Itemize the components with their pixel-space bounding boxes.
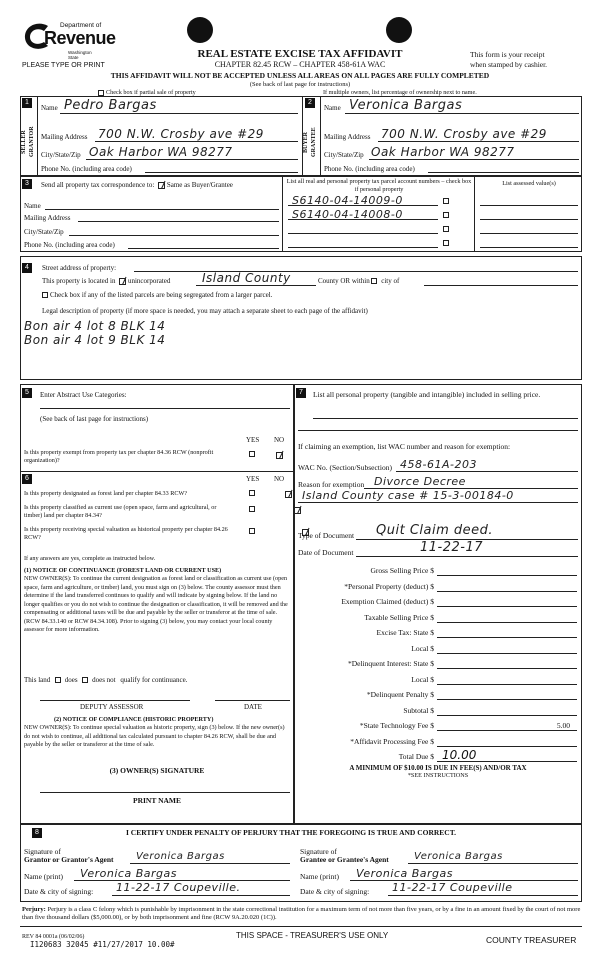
legal-line-2[interactable]: Bon air 4 lot 9 BLK 14 bbox=[24, 333, 166, 347]
buyer-city[interactable]: Oak Harbor WA 98277 bbox=[371, 145, 515, 159]
section-2-number: 2 bbox=[305, 98, 315, 108]
qualify-label: qualify for continuance. bbox=[120, 676, 188, 684]
segregated-label: Check box if any of the listed parcels are being segregated from a larger parcel. bbox=[50, 291, 273, 299]
does-not-checkbox[interactable] bbox=[82, 677, 88, 683]
type-or-print: PLEASE TYPE OR PRINT bbox=[22, 62, 105, 69]
unincorporated-label: unincorporated bbox=[127, 277, 171, 285]
reason-line-2[interactable]: Island County case # 15-3-00184-0 bbox=[302, 489, 514, 502]
forest-land-question: Is this property designated as forest land per chapter 84.33 RCW? bbox=[24, 490, 188, 497]
county-name[interactable]: Island County bbox=[202, 271, 291, 285]
section-4-number: 4 bbox=[22, 263, 32, 273]
deputy-assessor-label: DEPUTY ASSESSOR bbox=[80, 703, 144, 711]
reason-label: Reason for exemption bbox=[298, 480, 365, 489]
s6-yes-label: YES bbox=[246, 475, 260, 483]
same-as-buyer-label: Same as Buyer/Grantee bbox=[166, 181, 233, 189]
dept-small: Department of bbox=[60, 22, 102, 29]
tax-row-label: *Personal Property (deduct) $ bbox=[344, 581, 434, 591]
parcel-2-personal-checkbox[interactable] bbox=[443, 212, 449, 218]
buyer-mailing[interactable]: 700 N.W. Crosby ave #29 bbox=[381, 127, 547, 141]
grantee-date[interactable]: 11-22-17 Coupeville bbox=[392, 881, 513, 894]
segregated-checkbox[interactable] bbox=[42, 292, 48, 298]
grantor-date-label: Date & city of signing: bbox=[24, 887, 94, 896]
exemption-label: If claiming an exemption, list WAC number and reason for exemption: bbox=[298, 442, 511, 451]
parcel-1-personal-checkbox[interactable] bbox=[443, 198, 449, 204]
s3-city-label: City/State/Zip bbox=[24, 228, 64, 236]
s3-mailing-label: Mailing Address bbox=[24, 214, 71, 222]
notice-continuance-title: (1) NOTICE OF CONTINUANCE (FOREST LAND OR CURRENT USE) bbox=[24, 567, 222, 574]
section-4-box bbox=[20, 256, 582, 380]
county-treasurer: COUNTY TREASURER bbox=[486, 935, 577, 945]
abstract-use-label: Enter Abstract Use Categories: bbox=[40, 391, 127, 399]
grantee-sig-label-1: Signature of bbox=[300, 847, 337, 856]
tax-row-value[interactable]: 5.00 bbox=[556, 721, 570, 730]
seller-city[interactable]: Oak Harbor WA 98277 bbox=[89, 145, 233, 159]
grantee-signature[interactable]: Veronica Bargas bbox=[414, 851, 503, 862]
reason-line-1[interactable]: Divorce Decree bbox=[374, 475, 466, 488]
historic-question: Is this property receiving special valuation as historical property per chapter 84.26 RCW? bbox=[24, 526, 228, 541]
street-address-label: Street address of property: bbox=[42, 264, 117, 272]
form-chapter: CHAPTER 82.45 RCW – CHAPTER 458-61A WAC bbox=[214, 60, 386, 69]
certify-statement: I CERTIFY UNDER PENALTY OF PERJURY THAT THE FOREGOING IS TRUE AND CORRECT. bbox=[126, 828, 457, 837]
form-title: REAL ESTATE EXCISE TAX AFFIDAVIT bbox=[197, 48, 403, 60]
buyer-name[interactable]: Veronica Bargas bbox=[349, 98, 463, 113]
section-8-number: 8 bbox=[32, 828, 42, 838]
wac-value[interactable]: 458-61A-203 bbox=[400, 458, 477, 471]
s3-phone-label: Phone No. (including area code) bbox=[24, 241, 115, 249]
if-yes-note: If any answers are yes, complete as instructed below. bbox=[24, 555, 156, 562]
forest-yes-checkbox[interactable] bbox=[249, 490, 255, 496]
current-use-question: Is this property classified as current use (open space, farm and agricultural, or timber) land per chapter 84.34? bbox=[24, 504, 217, 519]
s5-yes-label: YES bbox=[246, 436, 260, 444]
tax-row-label: Gross Selling Price $ bbox=[370, 566, 434, 575]
dept-state: Washington State bbox=[68, 50, 92, 60]
this-land-label: This land bbox=[24, 676, 51, 684]
located-prefix: This property is located in bbox=[42, 277, 116, 285]
notice-compliance-title: (2) NOTICE OF COMPLIANCE (HISTORIC PROPERTY) bbox=[54, 716, 214, 723]
hole-punch-left bbox=[187, 17, 213, 43]
buyer-phone-label: Phone No. (including area code) bbox=[324, 165, 415, 173]
seller-mailing[interactable]: 700 N.W. Crosby ave #29 bbox=[98, 127, 264, 141]
perjury-notice bbox=[22, 906, 582, 922]
continuance-row bbox=[24, 676, 187, 684]
grantor-name[interactable]: Veronica Bargas bbox=[80, 867, 177, 880]
notice-continuance-text: NEW OWNER(S): To continue the current designation as forest land or classification as current use (open space, farm and agriculture, or timber) land, you must sign on (3) below. The county assessor must then determine if the land transferred continues to qualify and will indicate by signing below. If the land no longer qualifies or you do not wish to continue the designation or classification, it will be removed and the compensating or additional taxes will be due and payable by the seller or transferor at the time of sale. (RCW 84.33.140 or RCW 84.34.108). Prior to signing (3) below, you may contact your local county assessor for more information. bbox=[24, 575, 288, 633]
tax-row-label: *Delinquent Interest: State $ bbox=[347, 659, 434, 668]
parcel-3-personal-checkbox[interactable] bbox=[443, 226, 449, 232]
tax-row-label: Taxable Selling Price $ bbox=[364, 612, 434, 622]
partial-sale-checkbox[interactable] bbox=[98, 90, 104, 96]
historic-yes-checkbox[interactable] bbox=[249, 528, 255, 534]
parcel-1[interactable]: S6140-04-14009-0 bbox=[292, 194, 403, 207]
date-label: DATE bbox=[244, 703, 262, 711]
cashier-stamp: I120683 32045 #11/27/2017 10.00# bbox=[30, 940, 175, 949]
personal-property-label: List all personal property (tangible and intangible) included in selling price. bbox=[313, 390, 541, 399]
seller-name-label: Name bbox=[41, 104, 58, 112]
tax-row-label: Exemption Claimed (deduct) $ bbox=[341, 597, 434, 606]
assessed-header: List assessed value(s) bbox=[502, 180, 556, 187]
s3-name-label: Name bbox=[24, 202, 41, 210]
exempt-no-checkbox[interactable] bbox=[276, 452, 283, 459]
grantor-name-label: Name (print) bbox=[24, 872, 63, 881]
same-as-buyer-checkbox[interactable] bbox=[158, 182, 165, 189]
owner-signature-label: (3) OWNER(S) SIGNATURE bbox=[109, 766, 205, 775]
grantee-date-label: Date & city of signing: bbox=[300, 887, 370, 896]
doc-type-label: Type of Document bbox=[298, 531, 355, 540]
exempt-question: Is this property exempt from property tax per chapter 84.36 RCW (nonprofit organization)? bbox=[24, 449, 214, 464]
tax-row-label: Subtotal $ bbox=[403, 705, 434, 715]
multiple-owners-note: If multiple owners, list percentage of ownership next to name. bbox=[323, 89, 477, 96]
grantee-sig-label-2: Grantee or Grantee's Agent bbox=[300, 855, 389, 864]
parcel-2[interactable]: S6140-04-14008-0 bbox=[292, 208, 403, 221]
s5-no-label: NO bbox=[274, 436, 285, 444]
wac-label: WAC No. (Section/Subsection) bbox=[298, 463, 392, 472]
seller-side-label: SELLER bbox=[21, 130, 27, 154]
grantor-signature[interactable]: Veronica Bargas bbox=[136, 851, 225, 862]
grantor-sig-label-2: Grantor or Grantor's Agent bbox=[24, 855, 114, 864]
treasurer-space: THIS SPACE - TREASURER'S USE ONLY bbox=[236, 931, 389, 940]
buyer-side-label: BUYER bbox=[303, 131, 309, 153]
buyer-mailing-label: Mailing Address bbox=[324, 133, 371, 141]
rev-number: REV 84 0001a (06/02/06) bbox=[22, 934, 85, 940]
within-city-checkbox[interactable] bbox=[371, 278, 377, 284]
see-instructions-note: *SEE INSTRUCTIONS bbox=[407, 772, 469, 779]
seller-city-label: City/State/Zip bbox=[41, 151, 81, 159]
tax-row-label: Local $ bbox=[411, 674, 434, 684]
does-not-label: does not bbox=[92, 676, 116, 684]
seller-mailing-label: Mailing Address bbox=[41, 133, 88, 141]
doc-type[interactable]: Quit Claim deed. bbox=[376, 523, 494, 538]
tax-row-label: Total Due $ bbox=[398, 752, 434, 761]
unincorporated-checkbox[interactable] bbox=[119, 278, 126, 285]
tax-row-label: *State Technology Fee $ bbox=[359, 721, 434, 730]
county-or-label: County OR bbox=[318, 277, 351, 285]
doc-date-label: Date of Document bbox=[298, 548, 354, 557]
within-label: within bbox=[351, 277, 370, 285]
exempt-yes-checkbox[interactable] bbox=[249, 451, 255, 457]
segregated-row bbox=[42, 291, 272, 299]
receipt-line-1: This form is your receipt bbox=[470, 50, 545, 59]
partial-sale-label: Check box if partial sale of property bbox=[106, 89, 196, 96]
parcel-4-personal-checkbox[interactable] bbox=[443, 240, 449, 246]
doc-date[interactable]: 11-22-17 bbox=[420, 540, 484, 555]
forest-no-checkbox[interactable] bbox=[285, 491, 292, 498]
parcel-header: List all real and personal property tax parcel account numbers – check box if personal property bbox=[286, 178, 472, 193]
legal-description-label: Legal description of property (if more space is needed, you may attach a separate sheet to each page of the affidavit) bbox=[42, 307, 368, 315]
tax-row-label: *Delinquent Penalty $ bbox=[366, 690, 434, 699]
send-correspondence-label: Send all property tax correspondence to: bbox=[41, 181, 155, 189]
grantor-sig-label-1: Signature of bbox=[24, 847, 61, 856]
see-back-top: (See back of last page for instructions) bbox=[249, 81, 351, 88]
buyer-name-label: Name bbox=[324, 104, 341, 112]
city-of-label: city of bbox=[381, 277, 400, 285]
grantee-side-label: GRANTEE bbox=[311, 127, 317, 157]
seller-phone-label: Phone No. (including area code) bbox=[41, 165, 132, 173]
legal-line-1[interactable]: Bon air 4 lot 8 BLK 14 bbox=[24, 319, 166, 333]
section-7-number: 7 bbox=[296, 388, 306, 398]
grantee-name-label: Name (print) bbox=[300, 872, 339, 881]
buyer-city-label: City/State/Zip bbox=[324, 151, 364, 159]
s6-no-label: NO bbox=[274, 475, 285, 483]
section-6-number: 6 bbox=[22, 474, 32, 484]
section-5-number: 5 bbox=[22, 388, 32, 398]
grantor-date[interactable]: 11-22-17 Coupeville. bbox=[116, 881, 241, 894]
dept-name: Revenue bbox=[44, 28, 116, 48]
partial-sale-row bbox=[98, 89, 196, 96]
located-row bbox=[42, 277, 170, 285]
tax-row-label: Local $ bbox=[411, 643, 434, 653]
receipt-line-2: when stamped by cashier. bbox=[470, 60, 548, 69]
send-correspondence-row bbox=[41, 181, 233, 189]
hole-punch-right bbox=[386, 17, 412, 43]
tax-row-label: *Affidavit Processing Fee $ bbox=[350, 736, 434, 746]
does-label: does bbox=[64, 676, 78, 684]
does-checkbox[interactable] bbox=[55, 677, 61, 683]
notice-compliance-text: NEW OWNER(S): To continue special valuation as historic property, sign (3) below. If the new owner(s) do not wish to continue, all additional tax calculated pursuant to chapter 84.26 RCW, shall be due and payable by the seller or transferor at the time of sale. bbox=[24, 724, 285, 748]
seller-name[interactable]: Pedro Bargas bbox=[64, 98, 157, 113]
warning-text: THIS AFFIDAVIT WILL NOT BE ACCEPTED UNLESS ALL AREAS ON ALL PAGES ARE FULLY COMPLETED bbox=[110, 71, 490, 80]
section-1-number: 1 bbox=[22, 98, 32, 108]
dor-logo bbox=[22, 16, 116, 62]
section-3-number: 3 bbox=[22, 179, 32, 189]
tax-row-label: Excise Tax: State $ bbox=[376, 628, 434, 637]
s5-see-back: (See back of last page for instructions) bbox=[40, 415, 149, 423]
current-use-yes-checkbox[interactable] bbox=[249, 506, 255, 512]
minimum-due-note: A MINIMUM OF $10.00 IS DUE IN FEE(S) AND/OR TAX bbox=[349, 764, 527, 772]
grantor-side-label: GRANTOR bbox=[29, 126, 35, 158]
grantee-name[interactable]: Veronica Bargas bbox=[356, 867, 453, 880]
perjury-label: Perjury: bbox=[22, 906, 46, 913]
county-or-row bbox=[318, 277, 399, 285]
perjury-text: Perjury is a class C felony which is punishable by imprisonment in the state correctional institution for a maximum term of not more than five years, or by a fine in an amount fixed by the court of not more than five thousand dollars ($5,000.00), or by both imprisonment and fine (RCW 9A.20.020 (1C)). bbox=[22, 906, 581, 921]
tax-row-value[interactable]: 10.00 bbox=[442, 748, 477, 762]
print-name-label: PRINT NAME bbox=[133, 796, 181, 805]
